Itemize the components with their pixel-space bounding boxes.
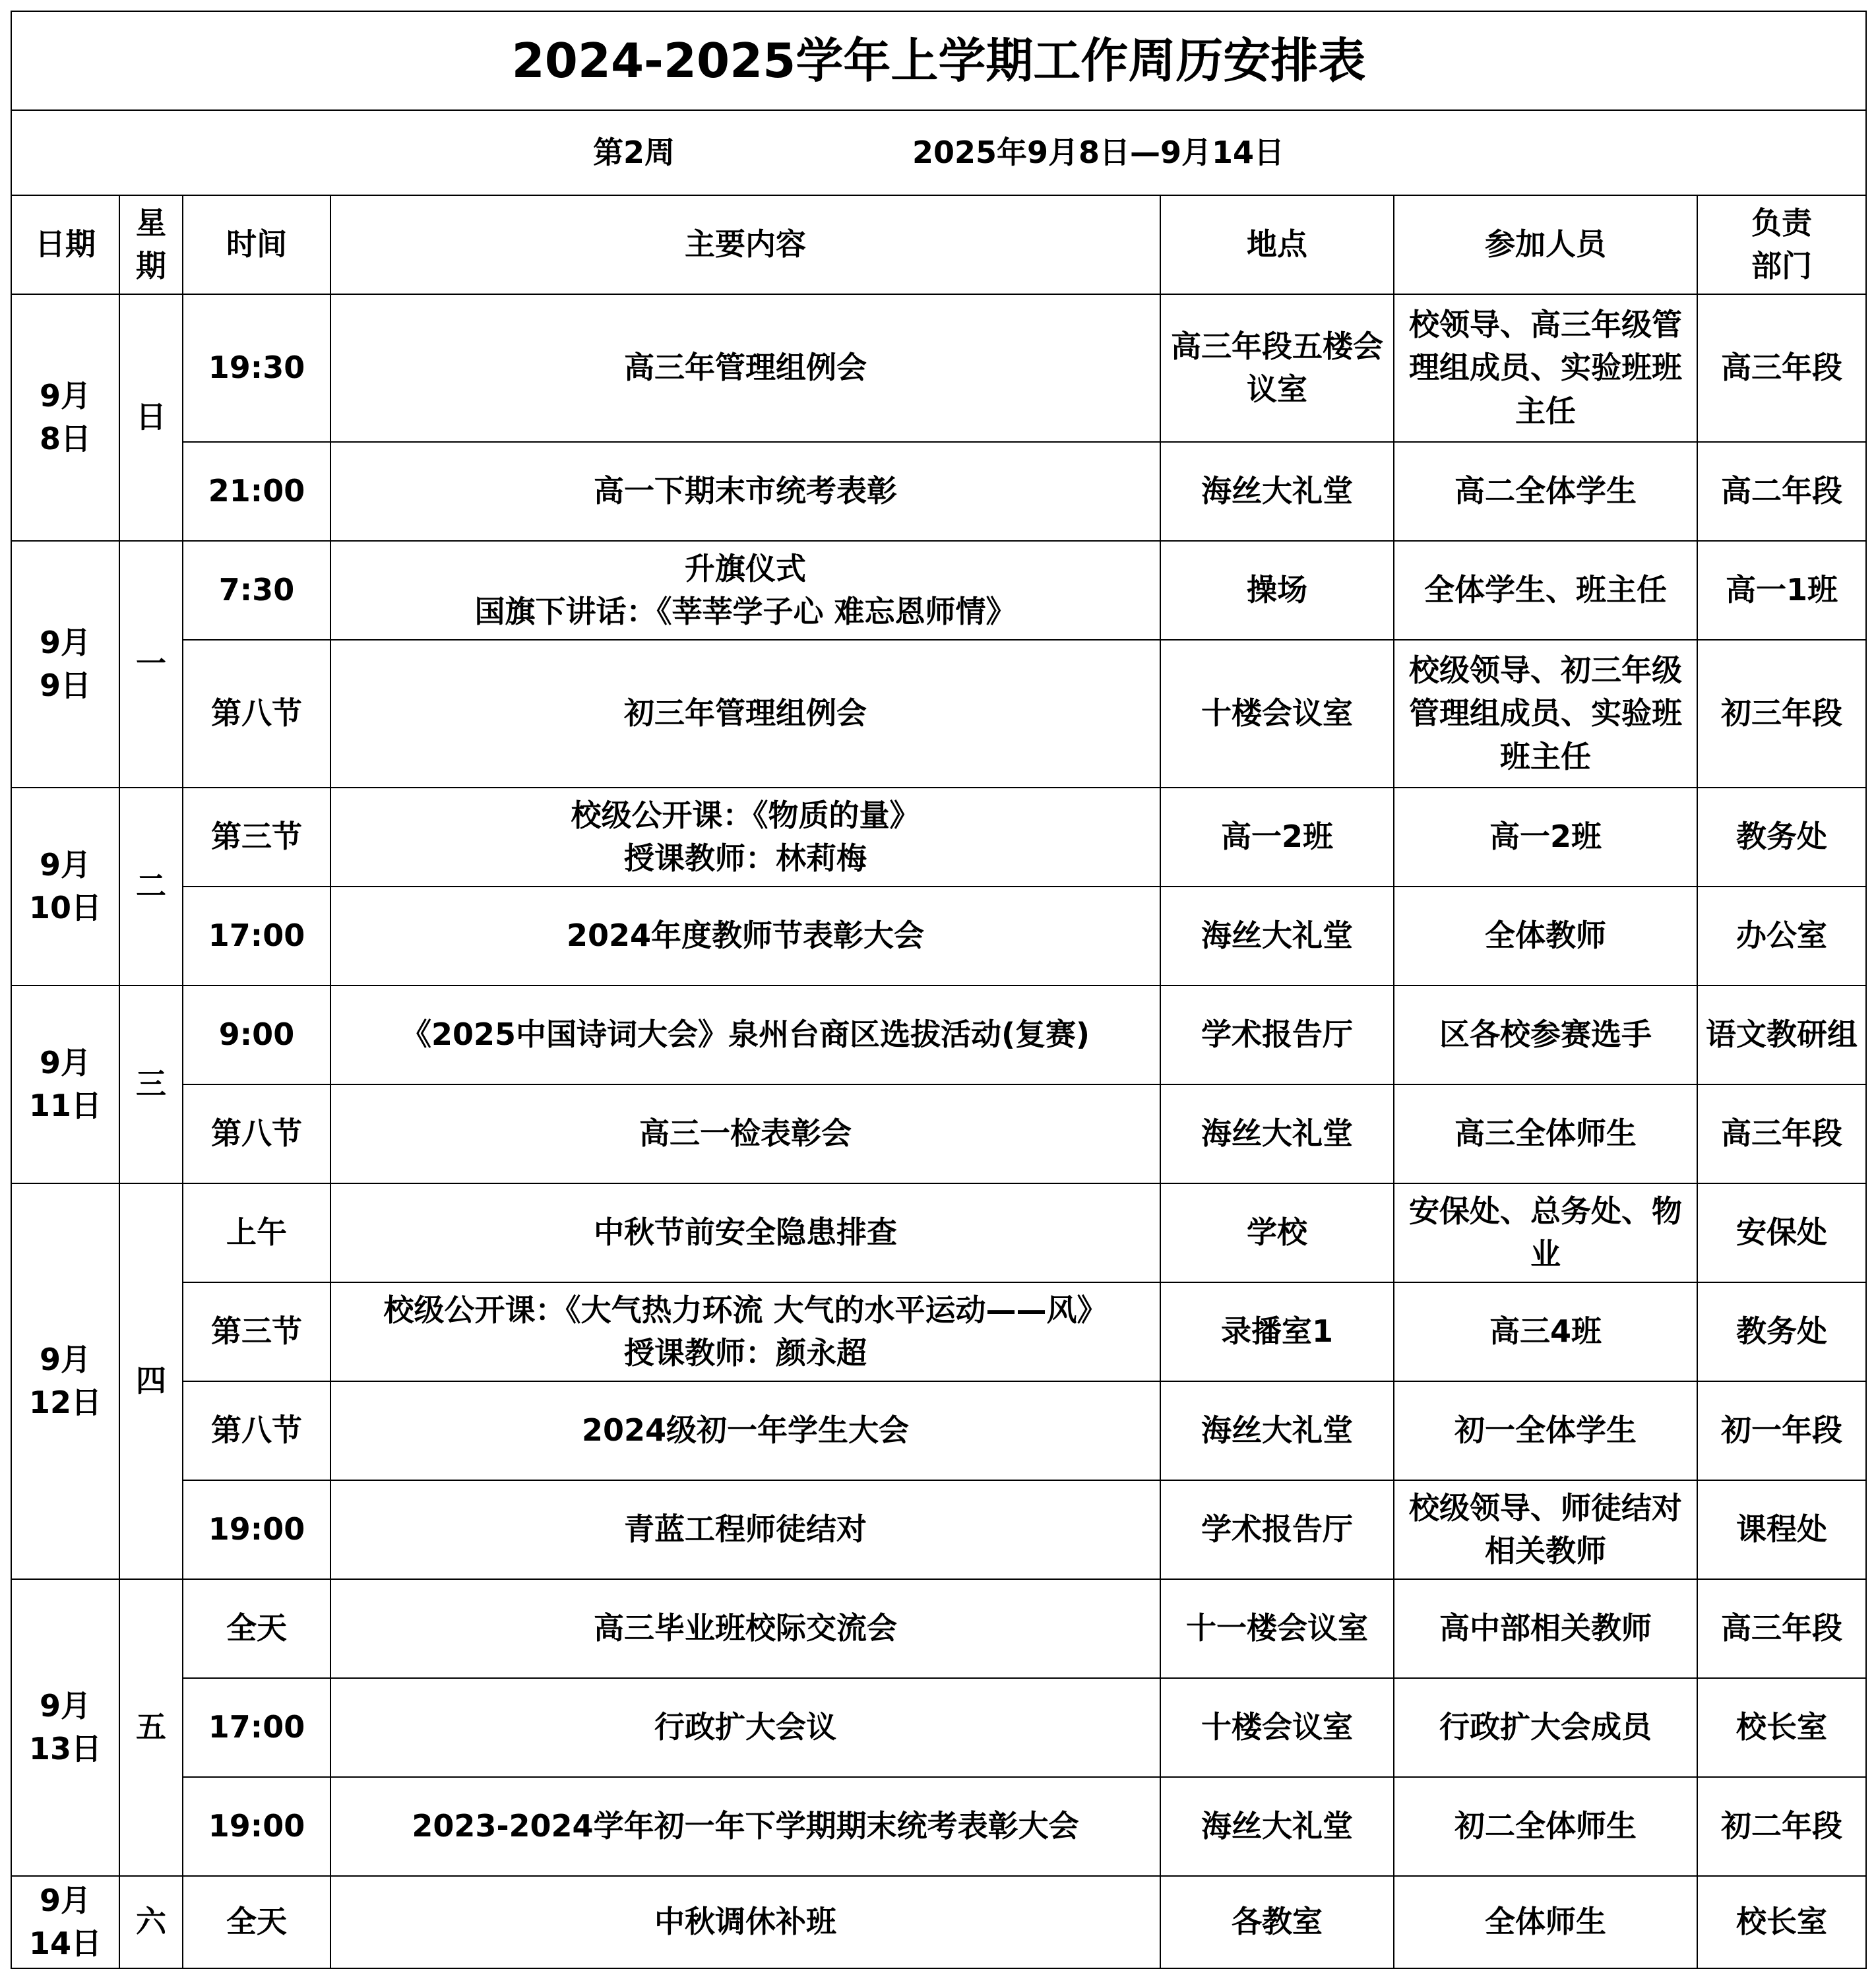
header-date: 日期 xyxy=(11,195,119,294)
department-cell: 高二年段 xyxy=(1697,442,1866,541)
content-cell: 青蓝工程师徒结对 xyxy=(330,1480,1160,1579)
location-cell: 海丝大礼堂 xyxy=(1160,887,1394,985)
week-info xyxy=(11,110,1866,195)
title-row xyxy=(11,11,1866,110)
weekday-cell: 五 xyxy=(119,1579,183,1876)
table-row xyxy=(11,788,1866,887)
table-row xyxy=(11,1183,1866,1282)
time-cell: 第八节 xyxy=(183,640,330,788)
location-cell: 各教室 xyxy=(1160,1876,1394,1968)
department-cell: 教务处 xyxy=(1697,1282,1866,1381)
content-cell: 高三年管理组例会 xyxy=(330,294,1160,442)
header-location: 地点 xyxy=(1160,195,1394,294)
location-cell: 学术报告厅 xyxy=(1160,985,1394,1084)
location-cell: 十楼会议室 xyxy=(1160,1678,1394,1777)
schedule-table xyxy=(11,11,1867,1969)
department-cell: 高三年段 xyxy=(1697,1084,1866,1183)
participants-cell: 初一全体学生 xyxy=(1394,1381,1697,1480)
content-cell: 高三一检表彰会 xyxy=(330,1084,1160,1183)
header-content: 主要内容 xyxy=(330,195,1160,294)
weekday-cell: 二 xyxy=(119,788,183,985)
time-cell: 19:00 xyxy=(183,1480,330,1579)
table-row xyxy=(11,1282,1866,1381)
time-cell: 全天 xyxy=(183,1876,330,1968)
table-row xyxy=(11,887,1866,985)
participants-cell: 校级领导、师徒结对 相关教师 xyxy=(1394,1480,1697,1579)
header-weekday: 星期 xyxy=(119,195,183,294)
department-cell: 高一1班 xyxy=(1697,541,1866,640)
table-row xyxy=(11,1876,1866,1968)
location-cell: 海丝大礼堂 xyxy=(1160,1084,1394,1183)
department-cell: 初二年段 xyxy=(1697,1777,1866,1876)
department-cell: 安保处 xyxy=(1697,1183,1866,1282)
content-cell: 中秋节前安全隐患排查 xyxy=(330,1183,1160,1282)
table-row xyxy=(11,640,1866,788)
weekday-cell: 日 xyxy=(119,294,183,541)
table-row xyxy=(11,541,1866,640)
department-cell: 校长室 xyxy=(1697,1876,1866,1968)
location-cell: 高一2班 xyxy=(1160,788,1394,887)
week-label: 第2周 xyxy=(592,134,675,170)
content-cell: 行政扩大会议 xyxy=(330,1678,1160,1777)
page-title: 2024-2025学年上学期工作周历安排表 xyxy=(11,11,1866,110)
content-cell: 校级公开课：《大气热力环流 大气的水平运动——风》 授课教师：颜永超 xyxy=(330,1282,1160,1381)
date-cell: 9月 13日 xyxy=(11,1579,119,1876)
table-row xyxy=(11,1480,1866,1579)
time-cell: 9:00 xyxy=(183,985,330,1084)
week-row xyxy=(11,110,1866,195)
content-cell: 中秋调休补班 xyxy=(330,1876,1160,1968)
participants-cell: 高中部相关教师 xyxy=(1394,1579,1697,1678)
participants-cell: 高一2班 xyxy=(1394,788,1697,887)
table-row xyxy=(11,1579,1866,1678)
content-cell: 升旗仪式 国旗下讲话：《莘莘学子心 难忘恩师情》 xyxy=(330,541,1160,640)
content-cell: 2023-2024学年初一年下学期期末统考表彰大会 xyxy=(330,1777,1160,1876)
weekday-cell: 四 xyxy=(119,1183,183,1579)
location-cell: 高三年段五楼会 议室 xyxy=(1160,294,1394,442)
participants-cell: 高二全体学生 xyxy=(1394,442,1697,541)
content-cell: 校级公开课：《物质的量》 授课教师：林莉梅 xyxy=(330,788,1160,887)
participants-cell: 全体师生 xyxy=(1394,1876,1697,1968)
location-cell: 学术报告厅 xyxy=(1160,1480,1394,1579)
table-row xyxy=(11,442,1866,541)
content-cell: 2024年度教师节表彰大会 xyxy=(330,887,1160,985)
date-cell: 9月 11日 xyxy=(11,985,119,1183)
date-cell: 9月 12日 xyxy=(11,1183,119,1579)
time-cell: 第八节 xyxy=(183,1381,330,1480)
weekday-cell: 六 xyxy=(119,1876,183,1968)
content-cell: 2024级初一年学生大会 xyxy=(330,1381,1160,1480)
weekday-cell: 一 xyxy=(119,541,183,788)
weekday-cell: 三 xyxy=(119,985,183,1183)
time-cell: 19:00 xyxy=(183,1777,330,1876)
participants-cell: 安保处、总务处、物 业 xyxy=(1394,1183,1697,1282)
participants-cell: 全体学生、班主任 xyxy=(1394,541,1697,640)
header-row xyxy=(11,195,1866,294)
location-cell: 海丝大礼堂 xyxy=(1160,442,1394,541)
participants-cell: 校领导、高三年级管 理组成员、实验班班 主任 xyxy=(1394,294,1697,442)
participants-cell: 高三全体师生 xyxy=(1394,1084,1697,1183)
content-cell: 高一下期末市统考表彰 xyxy=(330,442,1160,541)
time-cell: 上午 xyxy=(183,1183,330,1282)
location-cell: 十楼会议室 xyxy=(1160,640,1394,788)
participants-cell: 高三4班 xyxy=(1394,1282,1697,1381)
location-cell: 学校 xyxy=(1160,1183,1394,1282)
participants-cell: 区各校参赛选手 xyxy=(1394,985,1697,1084)
table-row xyxy=(11,1678,1866,1777)
header-participants: 参加人员 xyxy=(1394,195,1697,294)
time-cell: 19:30 xyxy=(183,294,330,442)
department-cell: 语文教研组 xyxy=(1697,985,1866,1084)
department-cell: 初一年段 xyxy=(1697,1381,1866,1480)
week-range: 2025年9月8日—9月14日 xyxy=(912,134,1285,170)
time-cell: 第三节 xyxy=(183,1282,330,1381)
location-cell: 操场 xyxy=(1160,541,1394,640)
header-department: 负责 部门 xyxy=(1697,195,1866,294)
date-cell: 9月 9日 xyxy=(11,541,119,788)
participants-cell: 校级领导、初三年级 管理组成员、实验班 班主任 xyxy=(1394,640,1697,788)
department-cell: 教务处 xyxy=(1697,788,1866,887)
department-cell: 课程处 xyxy=(1697,1480,1866,1579)
location-cell: 录播室1 xyxy=(1160,1282,1394,1381)
date-cell: 9月 8日 xyxy=(11,294,119,541)
location-cell: 十一楼会议室 xyxy=(1160,1579,1394,1678)
location-cell: 海丝大礼堂 xyxy=(1160,1381,1394,1480)
time-cell: 全天 xyxy=(183,1579,330,1678)
department-cell: 高三年段 xyxy=(1697,294,1866,442)
department-cell: 初三年段 xyxy=(1697,640,1866,788)
content-cell: 高三毕业班校际交流会 xyxy=(330,1579,1160,1678)
time-cell: 第三节 xyxy=(183,788,330,887)
location-cell: 海丝大礼堂 xyxy=(1160,1777,1394,1876)
table-row xyxy=(11,1381,1866,1480)
time-cell: 7:30 xyxy=(183,541,330,640)
time-cell: 第八节 xyxy=(183,1084,330,1183)
table-row xyxy=(11,985,1866,1084)
header-time: 时间 xyxy=(183,195,330,294)
department-cell: 高三年段 xyxy=(1697,1579,1866,1678)
participants-cell: 行政扩大会成员 xyxy=(1394,1678,1697,1777)
content-cell: 《2025中国诗词大会》泉州台商区选拔活动(复赛) xyxy=(330,985,1160,1084)
content-cell: 初三年管理组例会 xyxy=(330,640,1160,788)
participants-cell: 初二全体师生 xyxy=(1394,1777,1697,1876)
time-cell: 21:00 xyxy=(183,442,330,541)
table-row xyxy=(11,1084,1866,1183)
participants-cell: 全体教师 xyxy=(1394,887,1697,985)
time-cell: 17:00 xyxy=(183,1678,330,1777)
department-cell: 校长室 xyxy=(1697,1678,1866,1777)
department-cell: 办公室 xyxy=(1697,887,1866,985)
date-cell: 9月 14日 xyxy=(11,1876,119,1968)
time-cell: 17:00 xyxy=(183,887,330,985)
table-row xyxy=(11,294,1866,442)
table-row xyxy=(11,1777,1866,1876)
date-cell: 9月 10日 xyxy=(11,788,119,985)
